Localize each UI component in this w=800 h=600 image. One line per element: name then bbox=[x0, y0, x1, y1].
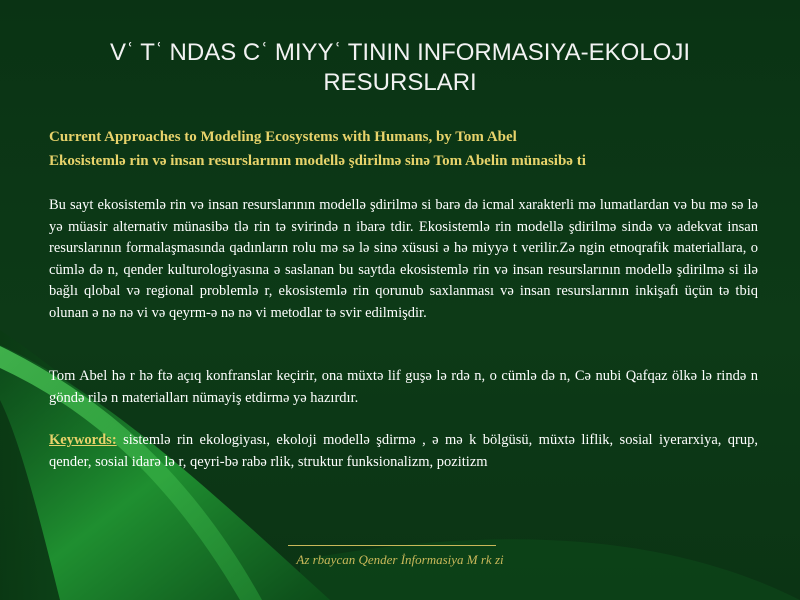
body-paragraph-2: Tom Abel hə r hə ftə açıq konfranslar keçirir, ona müxtə lif guşə lə rdə n, o cümlə də n, Cə nubi Qafqaz ölkə lə rində n göndə rilə n materialları nümayiş etdirmə yə hazırdır. bbox=[49, 368, 758, 406]
keywords-paragraph bbox=[49, 430, 758, 473]
subtitle-english: Current Approaches to Modeling Ecosystems with Humans, by Tom Abel bbox=[49, 129, 517, 145]
title-line-2: RESURSLARI bbox=[323, 69, 477, 96]
subtitle-azerbaijani: Ekosistemlə rin və insan resurslarının modellə şdirilmə sinə Tom Abelin münasibə ti bbox=[49, 153, 586, 169]
footer-divider bbox=[288, 545, 496, 546]
keywords-label: Keywords: bbox=[49, 432, 117, 448]
swoosh-shape-right bbox=[300, 539, 800, 600]
body-paragraph-1: Bu sayt ekosistemlə rin və insan resurslarının modellə şdirilmə si barə də icmal xarakterli mə lumatlardan və bu mə sə lə yə müasir alternativ münasibə tlə rin tə svirində n ibarə tdir. Ekosistemlə rin modellə şdirilmə sində və adekvat insan resurslarının formalaşmasında qadınların rolu mə sə lə sinə xüsusi ə hə miyyə t verilir.Zə ngin etnoqrafik materiallara, o cümlə də n, qender kulturologiyasına ə saslanan bu saytda ekosistemlə rin və insan resurslarının modellə şdirilmə si ilə bağlı qlobal və regional problemlə r, ekosistemlə rin qorunub saxlanması və insan resurslarının inkişafı üçün tə tbiq olunan ə nə nə vi və qeyrm-ə nə nə vi metodlar tə svir edilmişdir. bbox=[49, 197, 758, 321]
title-line-1: Vʿ Tʿ NDAS Cʿ MIYYʿ TININ INFORMASIYA-EKOLOJI bbox=[109, 39, 691, 66]
keywords-text: sistemlə rin ekologiyası, ekoloji modellə şdirmə , ə mə k bölgüsü, müxtə liflik, sosial iyerarxiya, qrup, qender, sosial idarə lə r, qeyri-bə rabə rlik, struktur funksionalizm, pozitizm bbox=[49, 432, 758, 470]
footer-organization: Az rbaycan Qender İnformasiya M rk zi bbox=[296, 552, 504, 567]
slide-title bbox=[40, 38, 760, 98]
